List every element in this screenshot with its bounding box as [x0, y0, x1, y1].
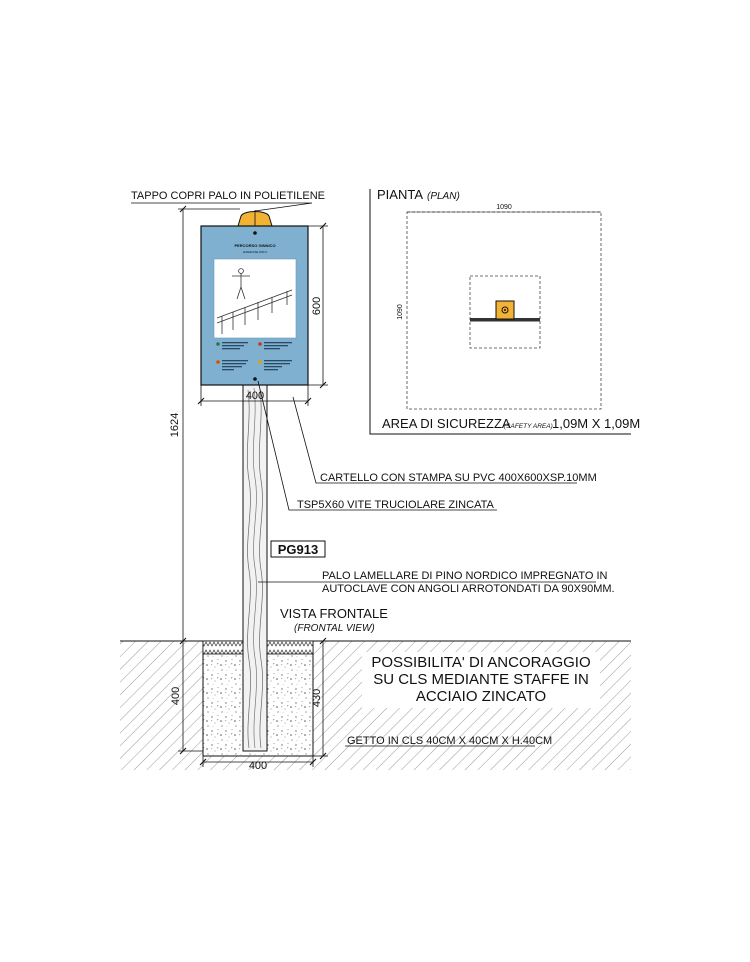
- anchor-label-line2: SU CLS MEDIANTE STAFFE IN: [373, 671, 589, 688]
- safety-area-size: 1,09M X 1,09M: [552, 416, 641, 431]
- sign-label: CARTELLO CON STAMPA SU PVC 400X600XSP.10MM: [320, 472, 597, 484]
- concrete-label: GETTO IN CLS 40CM X 40CM X H.40CM: [347, 735, 553, 747]
- cap-label: TAPPO COPRI PALO IN POLIETILENE: [131, 190, 325, 202]
- sign-panel: [201, 226, 308, 385]
- screw-top: [253, 231, 257, 235]
- dim-total-height: 1624: [169, 412, 181, 438]
- sign-panel-title: PERCORSO GINNICO: [234, 243, 276, 248]
- dim-sign-height: 600: [311, 296, 323, 316]
- front-view-subtitle: (FRONTAL VIEW): [294, 623, 375, 634]
- screw-bottom: [253, 377, 257, 381]
- screw-label: TSP5X60 VITE TRUCIOLARE ZINCATA: [297, 499, 494, 511]
- code-label: PG913: [277, 542, 319, 557]
- pole-label-line2: AUTOCLAVE CON ANGOLI ARROTONDATI DA 90X90MM.: [322, 583, 615, 595]
- front-view-title: VISTA FRONTALE: [280, 606, 388, 621]
- plan-width-dim: 1090: [496, 204, 512, 211]
- dim-foundation-total: 430: [311, 688, 323, 708]
- pole-cap: [238, 210, 272, 226]
- plan-view: [370, 189, 631, 434]
- wooden-pole: [243, 385, 267, 751]
- dim-foundation-width: 400: [248, 760, 268, 772]
- pole-label-line1: PALO LAMELLARE DI PINO NORDICO IMPREGNATO IN: [322, 570, 608, 582]
- plan-title: PIANTA: [377, 187, 423, 202]
- safety-area-en: (SAFETY AREA): [504, 423, 553, 430]
- safety-area-label: AREA DI SICUREZZA: [382, 416, 511, 431]
- dim-foundation-depth: 400: [170, 686, 182, 706]
- anchor-label-line3: ACCIAIO ZINCATO: [415, 688, 547, 705]
- plan-depth-dim: 1090: [397, 304, 404, 320]
- plan-title-en: (PLAN): [427, 191, 460, 202]
- dim-sign-width: 400: [245, 390, 265, 402]
- anchor-label-line1: POSSIBILITA' DI ANCORAGGIO: [371, 654, 591, 671]
- sign-panel-subtitle: EXERCISE PATH: [243, 250, 267, 254]
